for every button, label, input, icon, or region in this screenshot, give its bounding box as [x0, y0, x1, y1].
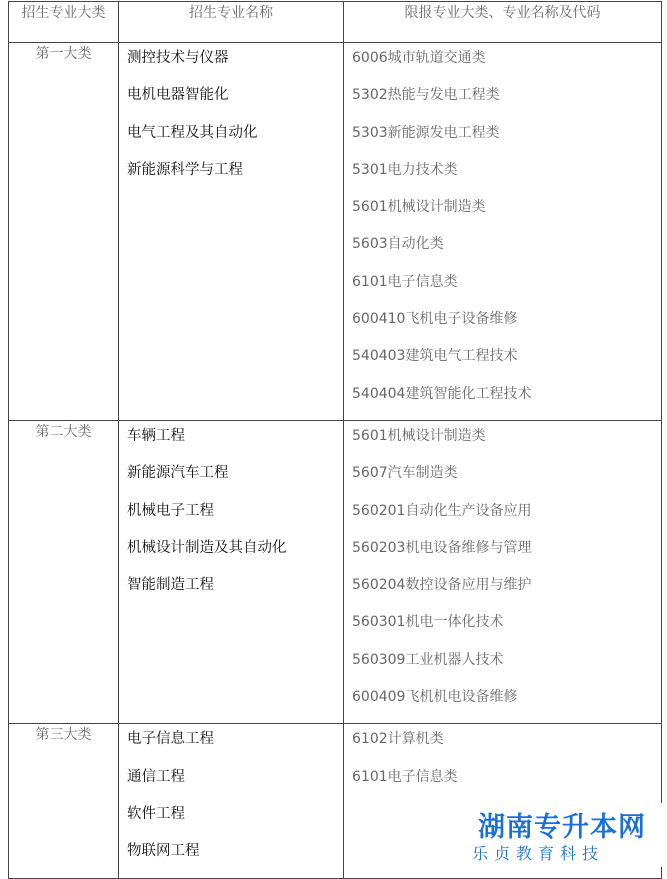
code-item: 5303新能源发电工程类	[352, 124, 500, 141]
watermark-title: 湖南专升本网	[478, 812, 646, 843]
major-item: 车辆工程	[127, 427, 185, 444]
major-item: 机械设计制造及其自动化	[127, 539, 287, 556]
codes-cell	[344, 420, 662, 723]
code-item: 6006城市轨道交通类	[352, 50, 486, 66]
code-item: 600409飞机机电设备维修	[352, 689, 518, 706]
code-item: 5302热能与发电工程类	[352, 87, 500, 104]
majors-cell	[119, 420, 344, 723]
code-item: 540404建筑智能化工程技术	[352, 385, 532, 402]
major-item: 电机电器智能化	[127, 87, 229, 104]
codes-cell	[344, 43, 662, 421]
code-item: 5607汽车制造类	[352, 465, 458, 482]
code-item: 5601机械设计制造类	[352, 199, 486, 216]
major-item: 机械电子工程	[127, 502, 214, 519]
category-cell: 第一大类	[9, 43, 119, 421]
header-row	[9, 2, 662, 43]
major-item: 软件工程	[127, 805, 185, 822]
code-item: 600410飞机电子设备维修	[352, 311, 518, 328]
code-item: 6101电子信息类	[352, 273, 458, 290]
major-item: 智能制造工程	[127, 577, 214, 594]
header-category: 招生专业大类	[9, 2, 119, 43]
code-item: 6101电子信息类	[352, 768, 458, 785]
code-item: 5601机械设计制造类	[352, 427, 486, 444]
code-item: 5301电力技术类	[352, 161, 458, 178]
category-cell: 第三大类	[9, 724, 119, 878]
table-row	[9, 420, 662, 723]
majors-cell	[119, 43, 344, 421]
major-item: 电子信息工程	[127, 731, 214, 748]
code-item: 560201自动化生产设备应用	[352, 502, 532, 519]
major-item: 新能源科学与工程	[127, 161, 243, 178]
code-item: 560309工业机器人技术	[352, 651, 504, 668]
code-item: 5603自动化类	[352, 236, 444, 253]
code-item: 540403建筑电气工程技术	[352, 348, 518, 365]
code-item: 560203机电设备维修与管理	[352, 539, 532, 556]
table-row	[9, 43, 662, 421]
category-cell: 第二大类	[9, 420, 119, 723]
major-item: 电气工程及其自动化	[127, 124, 258, 141]
header-restricted: 限报专业大类、专业名称及代码	[344, 2, 662, 43]
header-major: 招生专业名称	[119, 2, 344, 43]
major-item: 测控技术与仪器	[127, 50, 229, 66]
code-item: 560301机电一体化技术	[352, 614, 504, 631]
major-item: 新能源汽车工程	[127, 465, 229, 482]
admission-table	[8, 1, 662, 879]
major-item: 物联网工程	[127, 843, 200, 860]
majors-cell	[119, 724, 344, 878]
watermark-subtitle: 乐贞教育科技	[472, 844, 605, 863]
code-item: 560204数控设备应用与维护	[352, 577, 532, 594]
code-item: 6102计算机类	[352, 731, 444, 748]
major-item: 通信工程	[127, 768, 185, 785]
watermark-logo	[468, 803, 663, 867]
